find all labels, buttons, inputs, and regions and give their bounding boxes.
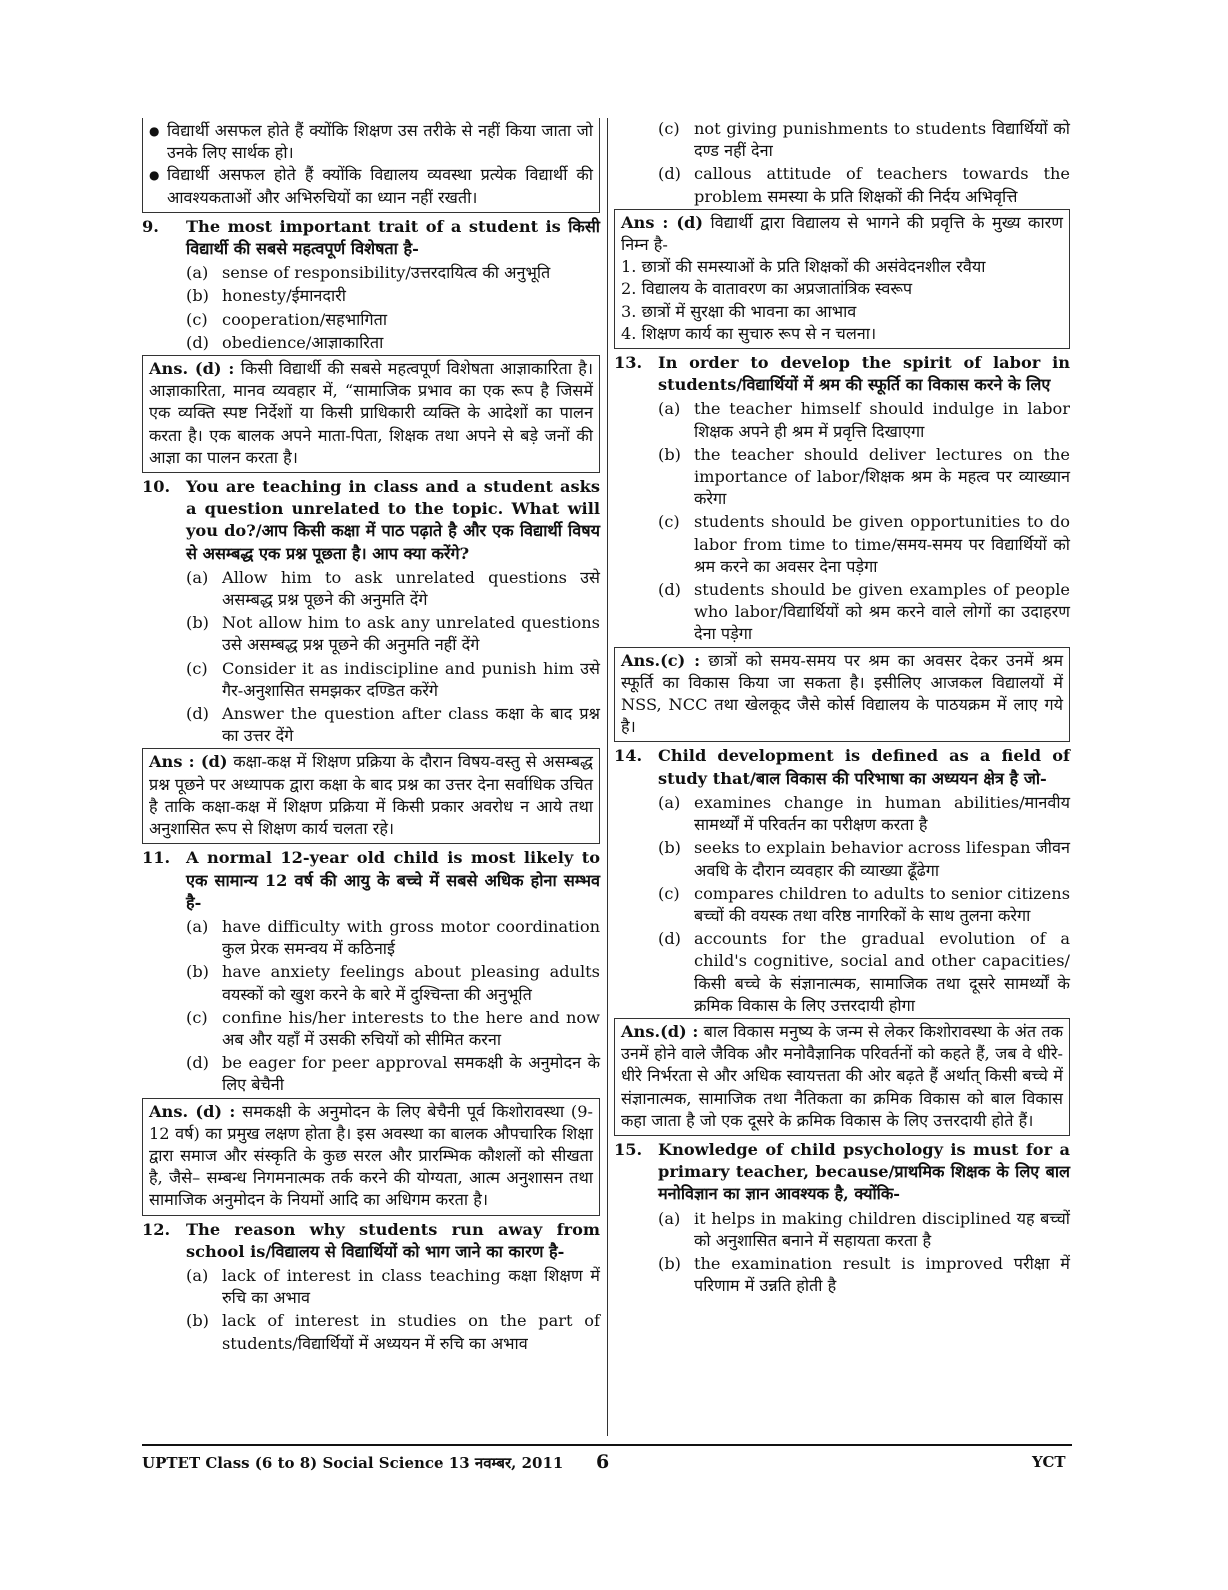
option-text: students should be given examples of people who labor/विद्यार्थियों को श्रम करने वाले लोगों का उदाहरण देना पड़ेगा [694, 580, 1070, 644]
option-d [142, 1052, 600, 1096]
question-text: In order to develop the spirit of labor in students/विद्यार्थियों में श्रम की स्फूर्ति का विकास करने के लिए [658, 353, 1070, 395]
question-text: You are teaching in class and a student asks a question unrelated to the topic. What will you do?/आप किसी कक्षा में पाठ पढ़ाते है और एक विद्यार्थी विषय से असम्बद्ध एक प्रश्न पूछता है। आप क्या करेंगे? [186, 477, 600, 563]
option-label: (b) [186, 1311, 209, 1331]
option-text: students should be given opportunities to do labor from time to time/समय-समय पर विद्यार्थियों को श्रम करने का अवसर देना पड़ेगा [694, 512, 1070, 576]
option-b [142, 285, 600, 307]
option-label: (c) [658, 119, 680, 138]
question-text: The reason why students run away from school is/विद्यालय से विद्यार्थियों को भाग जाने का कारण है- [186, 1219, 600, 1261]
answer-label: Ans : (d) [149, 752, 228, 772]
option-text: examines change in human abilities/मानवीय सामर्थ्यों में परिवर्तन का परीक्षण करता है [694, 792, 1070, 835]
option-text: lack of interest in class teaching कक्षा शिक्षण में रुचि का अभाव [222, 1265, 600, 1308]
option-label: (a) [186, 567, 209, 587]
option-text: cooperation/सहभागिता [222, 309, 388, 329]
answer-label: Ans. (d) : [149, 1101, 236, 1121]
option-label: (d) [658, 929, 681, 949]
option-c [614, 883, 1070, 927]
answer-text: समकक्षी के अनुमोदन के लिए बेचैनी पूर्व किशोरावस्था (9-12 वर्ष) का प्रमुख लक्षण होता है। इस अवस्था का बालक औपचारिक शिक्षा द्वारा समाज और संस्कृति के कुछ सरल और प्रारम्भिक कौशलों को सीखता है, जैसे– सम्बन्ध निगमनात्मक तर्क करने की योग्यता, आत्म अनुशासन तथा सामाजिक अनुमोदन के नियमों आदि का अधिगम करता है। [149, 1101, 593, 1210]
answer-label: Ans.(c) : [621, 650, 701, 670]
answer-text: कक्षा-कक्ष में शिक्षण प्रक्रिया के दौरान विषय-वस्तु से असम्बद्ध प्रश्न पूछने पर अध्यापक द्वारा कक्षा के बाद प्रश्न का उत्तर देना सर्वाधिक उचित है ताकि कक्षा-कक्ष में शिक्षण प्रक्रिया में किसी प्रकार अवरोध न आये तथा अनुशासित रूप से शिक्षण कार्य चलता रहे। [149, 752, 593, 839]
option-label: (d) [658, 164, 681, 184]
option-text: callous attitude of teachers towards the problem समस्या के प्रति शिक्षकों की निर्दय अभिवृत्ति [694, 164, 1070, 206]
answer-text: किसी विद्यार्थी की सबसे महत्वपूर्ण विशेषता आज्ञाकारिता है। आज्ञाकारिता, मानव व्यवहार में, “सामाजिक प्रभाव का एक रूप है जिसमें एक व्यक्ति स्पष्ट निर्देशों या किसी प्राधिकारी व्यक्ति के आदेशों का पालन करता है। एक बालक अपने माता-पिता, शिक्षक तथा अपने से बड़े जनों की आज्ञा का पालन करता है। [149, 359, 593, 467]
option-label: (b) [658, 1253, 681, 1273]
option-a [142, 1265, 600, 1309]
option-label: (b) [658, 838, 681, 858]
answer-list-item: 4. शिक्षण कार्य का सुचारु रूप से न चलना। [621, 323, 877, 343]
option-text: Allow him to ask unrelated questions उसे असम्बद्ध प्रश्न पूछने की अनुमति देंगे [222, 567, 600, 610]
option-label: (b) [186, 286, 209, 306]
option-text: be eager for peer approval समकक्षी के अनुमोदन के लिए बेचैनी [222, 1053, 600, 1095]
question-number: 10. [142, 477, 171, 497]
answer-label: Ans : (d) [621, 212, 704, 232]
option-a [614, 1208, 1070, 1252]
option-label: (b) [658, 444, 681, 464]
option-b [614, 444, 1070, 511]
answer-box-10 [142, 748, 600, 844]
footer-publisher: YCT [1032, 1453, 1066, 1471]
option-text: Answer the question after class कक्षा के बाद प्रश्न का उत्तर देंगे [222, 704, 600, 746]
footer-rule [142, 1444, 1072, 1446]
option-label: (b) [186, 613, 209, 633]
option-text: not giving punishments to students विद्यार्थियों को दण्ड नहीं देना [694, 119, 1070, 161]
question-9 [142, 216, 600, 260]
option-text: seeks to explain behavior across lifespan जीवन अवधि के दौरान व्यवहार की व्याख्या ढूँढेगा [694, 838, 1070, 880]
option-label: (a) [186, 916, 209, 936]
option-a [142, 262, 600, 284]
option-text: accounts for the gradual evolution of a child's cognitive, social and other capacities/किसी बच्चे के संज्ञानात्मक, सामाजिक तथा दूसरे सामर्थ्यों के क्रमिक विकास के लिए उत्तरदायी होगा [694, 929, 1070, 1015]
answer-box-9 [142, 355, 600, 473]
option-label: (b) [186, 962, 209, 982]
page-number: 6 [596, 1451, 610, 1473]
option-b [142, 961, 600, 1005]
option-text: obedience/आज्ञाकारिता [222, 332, 384, 352]
option-text: sense of responsibility/उत्तरदायित्व की अनुभूति [222, 263, 551, 283]
option-d [142, 332, 600, 354]
option-label: (a) [658, 1208, 681, 1228]
option-d [614, 928, 1070, 1017]
answer-box-11 [142, 1098, 600, 1216]
question-number: 9. [142, 216, 159, 236]
option-text: honesty/ईमानदारी [222, 286, 346, 306]
option-d [614, 579, 1070, 646]
option-text: lack of interest in studies on the part of students/विद्यार्थियों में अध्ययन में रुचि का अभाव [222, 1311, 600, 1353]
question-text: Child development is defined as a field of study that/बाल विकास की परिभाषा का अध्ययन क्षेत्र है जो- [658, 746, 1070, 788]
option-b [614, 837, 1070, 881]
bullet-item: ● विद्यार्थी असफल होते हैं क्योंकि शिक्षण उस तरीके से नहीं किया जाता जो उनके लिए सार्थक हो। [149, 120, 593, 164]
option-a [142, 567, 600, 611]
answer-box-12 [614, 209, 1070, 349]
answer-list-item: 2. विद्यालय के वातावरण का अप्रजातांत्रिक स्वरूप [621, 279, 913, 299]
option-text: compares children to adults to senior citizens बच्चों की वयस्क तथा वरिष्ठ नागरिकों के साथ तुलना करेगा [694, 883, 1070, 925]
option-c [614, 118, 1070, 162]
question-text: A normal 12-year old child is most likely to एक सामान्य 12 वर्ष की आयु के बच्चे में सबसे अधिक होना सम्भव है- [186, 848, 600, 912]
option-d [142, 703, 600, 747]
question-11 [142, 847, 600, 914]
option-text: Consider it as indiscipline and punish him उसे गैर-अनुशासित समझकर दण्डित करेंगे [222, 658, 600, 700]
option-label: (c) [658, 883, 680, 903]
option-a [614, 792, 1070, 836]
question-14 [614, 745, 1070, 789]
option-d [614, 163, 1070, 207]
question-text: Knowledge of child psychology is must for a primary teacher, because/प्राथमिक शिक्षक के लिए बाल मनोविज्ञान का ज्ञान आवश्यक है, क्योंकि- [658, 1139, 1070, 1204]
answer-list-item: 1. छात्रों की समस्याओं के प्रति शिक्षकों की असंवेदनशील रवैया [621, 257, 986, 277]
option-label: (c) [186, 1007, 208, 1027]
answer-box-14 [614, 1018, 1070, 1136]
option-label: (a) [186, 263, 209, 283]
question-12 [142, 1219, 600, 1263]
option-label: (c) [186, 658, 208, 678]
answer-list-item: 3. छात्रों में सुरक्षा की भावना का आभाव [621, 301, 857, 321]
option-label: (d) [186, 332, 209, 352]
option-b [142, 612, 600, 656]
option-label: (a) [658, 792, 681, 812]
question-number: 14. [614, 746, 643, 766]
option-c [142, 658, 600, 702]
right-column [614, 118, 1070, 1298]
option-a [614, 398, 1070, 442]
option-label: (d) [658, 580, 681, 600]
question-number: 13. [614, 353, 643, 373]
option-b [142, 1310, 600, 1354]
option-label: (d) [186, 1053, 209, 1073]
question-text: The most important trait of a student is किसी विद्यार्थी की सबसे महत्वपूर्ण विशेषता है- [186, 216, 600, 259]
answer-text: बाल विकास मनुष्य के जन्म से लेकर किशोरावस्था के अंत तक उनमें होने वाले जैविक और मनोवैज्ञानिक परिवर्तनों को कहते हैं, जब वे धीरे-धीरे निर्भरता से और अधिक स्वायत्तता की ओर बढ़ते हैं अर्थात् किसी बच्चे में संज्ञानात्मक, सामाजिक तथा नैतिकता का क्रमिक विकास को बाल विकास कहा जाता है जो एक दूसरे के क्रमिक विकास के लिए उत्तरदायी होते हैं। [621, 1021, 1064, 1130]
option-a [142, 916, 600, 960]
footer-exam-title: UPTET Class (6 to 8) Social Science 13 नवम्बर, 2011 [142, 1454, 564, 1472]
continued-answer-box [142, 118, 600, 213]
question-13 [614, 352, 1070, 396]
column-divider [607, 118, 608, 1436]
answer-label: Ans. (d) : [149, 359, 235, 379]
option-text: the teacher should deliver lectures on the importance of labor/शिक्षक श्रम के महत्व पर व्याख्यान करेगा [694, 444, 1070, 509]
answer-text: छात्रों को समय-समय पर श्रम का अवसर देकर उनमें श्रम स्फूर्ति का विकास किया जा सकता है। इसीलिए आजकल विद्यालयों में NSS, NCC तथा खेलकूद जैसे कोर्स विद्यालय के पाठयक्रम में लाए गये है। [621, 650, 1063, 737]
option-c [142, 1007, 600, 1051]
question-10 [142, 476, 600, 565]
option-text: the examination result is improved परीक्षा में परिणाम में उन्नति होती है [694, 1253, 1070, 1296]
option-label: (a) [186, 1265, 209, 1285]
left-column [142, 118, 600, 1356]
option-b [614, 1253, 1070, 1297]
bullet-item: ● विद्यार्थी असफल होते हैं क्योंकि विद्यालय व्यवस्था प्रत्येक विद्यार्थी की आवश्यकताओं और अभिरुचियों का ध्यान नहीं रखती। [149, 164, 593, 208]
answer-box-13 [614, 647, 1070, 743]
question-15 [614, 1139, 1070, 1206]
option-text: have difficulty with gross motor coordination कुल प्रेरक समन्वय में कठिनाई [222, 916, 600, 959]
question-number: 12. [142, 1219, 171, 1239]
option-text: it helps in making children disciplined यह बच्चों को अनुशासित बनाने में सहायता करता है [694, 1208, 1070, 1250]
answer-text: विद्यार्थी द्वारा विद्यालय से भागने की प्रवृत्ति के मुख्य कारण निम्न है- [621, 212, 1064, 255]
option-label: (a) [658, 399, 681, 419]
option-text: have anxiety feelings about pleasing adults वयस्कों को खुश करने के बारे में दुश्चिन्ता की अनुभूति [222, 962, 600, 1004]
question-number: 11. [142, 848, 171, 868]
option-label: (c) [186, 309, 208, 329]
answer-label: Ans.(d) : [621, 1021, 699, 1041]
option-label: (d) [186, 704, 209, 724]
option-text: confine his/her interests to the here and now अब और यहाँ में उसकी रुचियों को सीमित करना [222, 1007, 600, 1049]
option-text: Not allow him to ask any unrelated questions उसे असम्बद्ध प्रश्न पूछने की अनुमति नहीं देंगे [222, 613, 600, 655]
option-c [614, 511, 1070, 578]
question-number: 15. [614, 1139, 643, 1159]
option-label: (c) [658, 512, 680, 532]
option-c [142, 309, 600, 331]
option-text: the teacher himself should indulge in labor शिक्षक अपने ही श्रम में प्रवृत्ति दिखाएगा [694, 399, 1070, 441]
